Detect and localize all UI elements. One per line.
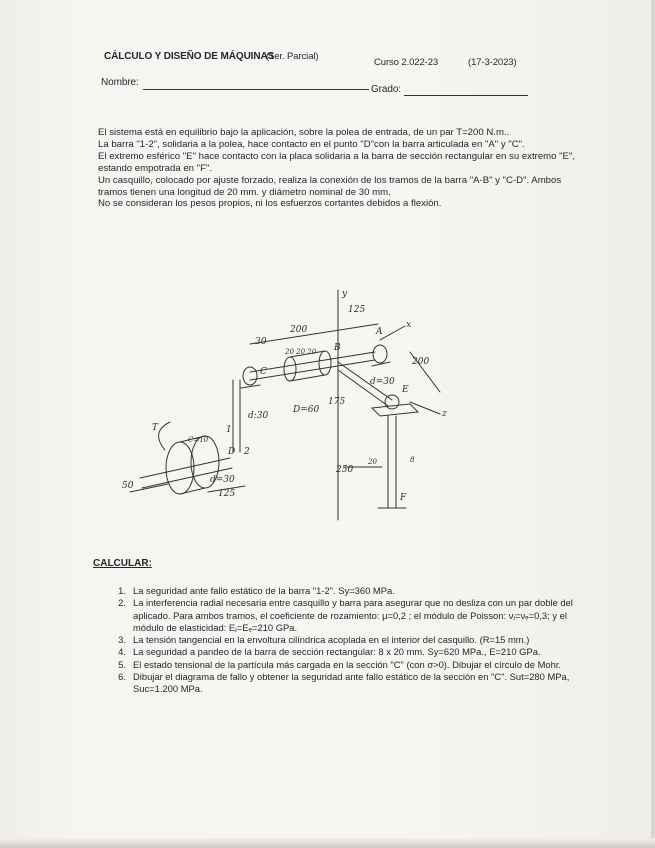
statement-line: El extremo esférico "E" hace contacto con la placa solidaria a la barra de sección rectangular en su extremo "E", estando empotrada en "F". bbox=[98, 150, 576, 174]
statement-line: La barra "1-2", solidaria a la polea, hace contacto en el punto "D"con la barra articulada en "A" y "C". bbox=[98, 138, 525, 150]
grade-line bbox=[404, 95, 528, 96]
label-20: 20 bbox=[368, 458, 377, 466]
task-text: La seguridad ante fallo estático de la barra "1-2". Sy=360 MPa. bbox=[133, 585, 395, 596]
label-200b: 200 bbox=[412, 357, 430, 367]
label-f: F bbox=[400, 493, 407, 503]
support-a bbox=[373, 345, 387, 363]
grade-label: Grado: bbox=[371, 84, 401, 95]
label-8: 8 bbox=[410, 456, 415, 464]
label-d60: D=60 bbox=[293, 405, 320, 415]
support-c bbox=[243, 367, 257, 385]
task-number: 5. bbox=[118, 658, 126, 670]
label-x: x bbox=[406, 320, 412, 330]
task-text: La tensión tangencial en la envoltura cilíndrica acoplada en el interior del casquillo. (R=15 mm.) bbox=[133, 634, 530, 646]
pulley-edge bbox=[180, 488, 205, 494]
task-list bbox=[100, 585, 580, 696]
task-item bbox=[100, 634, 580, 646]
label-d30: d=30 bbox=[370, 377, 395, 387]
label-1: 1 bbox=[226, 425, 232, 435]
task-text: El estado tensional de la partícula más cargada en la sección "C" (con σ>0). Dibujar el círculo de Mohr. bbox=[133, 658, 562, 670]
bushing-end bbox=[284, 357, 296, 381]
task-item bbox=[100, 671, 580, 696]
name-label: Nombre: bbox=[101, 77, 139, 88]
label-50: 50 bbox=[122, 481, 134, 491]
task-item bbox=[100, 585, 580, 597]
paper-shadow bbox=[0, 838, 655, 848]
torque-arrow bbox=[159, 422, 170, 450]
task-item bbox=[100, 597, 580, 634]
label-d: D bbox=[228, 447, 236, 457]
pulley bbox=[166, 442, 194, 494]
label-c10: C=10 bbox=[188, 436, 209, 444]
label-200: 200 bbox=[290, 325, 308, 335]
label-30: 30 bbox=[255, 337, 267, 347]
calc-heading: CALCULAR: bbox=[93, 558, 152, 569]
exam-title: CÁLCULO Y DISEÑO DE MÁQUINAS bbox=[104, 51, 275, 62]
dim-line bbox=[250, 324, 378, 344]
label-z: z bbox=[442, 409, 447, 419]
task-text: Dibujar el diagrama de fallo y obtener la seguridad ante fallo estático de la sección en "C". Sut=280 MPa, Suc=1.200 MPa. bbox=[133, 671, 570, 695]
name-line bbox=[143, 89, 369, 90]
x-axis-line bbox=[380, 326, 405, 340]
task-number: 3. bbox=[118, 634, 126, 646]
task-item bbox=[100, 646, 580, 658]
dim-line bbox=[130, 484, 168, 492]
exam-partial: (1er. Parcial) bbox=[266, 51, 319, 62]
label-t: T bbox=[152, 423, 159, 433]
task-text: La seguridad a pandeo de la barra de sección rectangular: 8 x 20 mm. Sy=620 MPa., E=210 GPa. bbox=[133, 646, 541, 658]
exam-date: (17-3-2023) bbox=[468, 57, 517, 68]
label-d30c: d=30 bbox=[210, 475, 235, 485]
task-text: La interferencia radial necesaria entre casquillo y barra para asegurar que no desliza con un par doble del aplicado. Para ambos tramos, el coeficiente de rozamiento: μ=0,2 ; el módulo de Poisson: νⱼ=νₑ=0,3; y el módulo de elasticidad: Eⱼ=Eₑ=210 GPa. bbox=[133, 597, 573, 633]
label-125b: 125 bbox=[218, 489, 236, 499]
problem-statement bbox=[98, 127, 583, 210]
mechanism-drawing bbox=[110, 282, 485, 522]
label-2: 2 bbox=[244, 447, 250, 457]
statement-line: No se consideran los pesos propios, ni los esfuerzos cortantes debidos a flexión. bbox=[98, 198, 442, 210]
label-202020: 20 20 20 bbox=[285, 348, 317, 356]
statement-line: El sistema está en equilibrio bajo la aplicación, sobre la polea de entrada, de un par T=200 N.m.. bbox=[98, 127, 510, 138]
lever-arm bbox=[338, 370, 388, 406]
task-number: 4. bbox=[118, 646, 126, 658]
task-number: 6. bbox=[118, 671, 126, 683]
label-a: A bbox=[376, 327, 383, 337]
label-y: y bbox=[342, 289, 348, 299]
task-item bbox=[100, 659, 580, 671]
label-175: 175 bbox=[328, 397, 346, 407]
label-d30b: d:30 bbox=[248, 411, 269, 421]
label-125: 125 bbox=[348, 305, 366, 315]
label-c: C bbox=[260, 367, 267, 377]
contact-plate bbox=[372, 404, 418, 416]
paper-edge bbox=[651, 0, 655, 848]
task-number: 2. bbox=[118, 597, 126, 609]
label-e: E bbox=[402, 385, 409, 395]
bushing-end bbox=[319, 351, 331, 375]
label-250: 250 bbox=[336, 465, 354, 475]
task-number: 1. bbox=[118, 585, 126, 596]
label-b: B bbox=[334, 343, 341, 353]
exam-course: Curso 2.022-23 bbox=[374, 57, 439, 68]
statement-line: Un casquillo, colocado por ajuste forzado, realiza la conexión de los tramos de la barra "A-B" y "C-D". Ambos tramos tienen una longitud de 20 mm. y diámetro nominal de 30 mm. bbox=[98, 174, 562, 198]
